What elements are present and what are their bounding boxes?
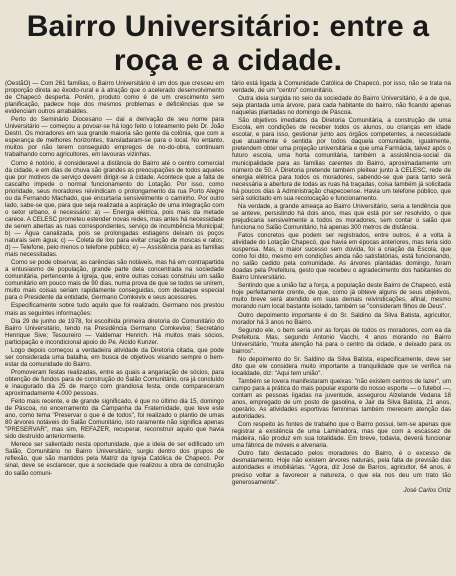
article-paragraph: Também se lovera manifestaram queixas: "não existem centros de lazer", um campo para a prática do mais popular esporte do nosso esporte — o futebol —, contam as pessoas ligadas na juventude, assegurou Alzelande Vedana 18 anos, empregado de um posto de gasolina, e Jair da Silva Batista, 21 anos, operário. As atividades esportivas femininas também merecem atenção das autoridades. <box>232 377 451 421</box>
left-column <box>5 80 224 572</box>
article-paragraph: Dia 29 de junho de 1978, foi escolhida primeira diretoria do Comunitário do Bairro Universitário, tendo na Presidência Germano Comkevixe; Secretário Henrique Sive; Tesoureiro — Valdemar Henrich. Há muitos mais sócios, participação e incondicional apoio do Pe. Alcido Kunzer. <box>5 317 224 346</box>
article-paragraph: Feito mais recente, e de grande significado, é que no último dia 15, domingo de Páscoa, no encerramento da Campanha da Fraternidade, que teve este ano, como tema "Preservar o que é de todos", foi realizado o plantio de umas 80 árvores notáveis do Salão Comunitário, isto raramente não significa apenas "PRESERVAR", mas sim, REFAZER, recuperar, reconstruir aquilo que havia sido destruído anteriormente. <box>5 398 224 441</box>
article-paragraph: (OestãO) — Com 261 famílias, o Bairro Universitário é um dos que cresceu em proporção direta ao êxodo-rural e à atração que o acelerado desenvolvimento de Chapecó desperta. Porém, produto como é de um crescimento sem planificação, padece hoje dos mesmos problemas e deficiências que se evidenciam outros arrabaldes. <box>5 80 224 116</box>
article-paragraph: São objetivos imediatos da Diretoria Comunitária, a construção de uma Escola, em condições de receber todos os alunos, ou crianças em idade escolar, e para isso, gestionar junto aos órgãos competentes, a necessidade que atualmente é sentida por todos daquela comunidade, igualmente, pretendem obter uma projeção universitária e que uma Farmácia, talvez após o futuro escola, uma horta comunitária, também a assistência-social da municipalidade para as famílias carentes do Bairro, aproximadamente um número de 50. A Diretoria pretende também pleitear junto à CELESC, rede de energia elétrica para todos os moradores, sabendo-se que para tanto será necessária a abertura de todas as ruas há traçadas, coisa também já solicitada há poucos dias à Administração chapecoense. Havia um telefone público, que será solicitado em sua recolocação e funcionamento. <box>232 117 451 202</box>
article-paragraph: Segundo ele, o bem seria unir as forças de todos os moradores, com ea da Prefeitura. Mas, segundo Antonio Vacchi, 4 anos morando no Bairro Universitário, "muita atenção há para o centro da cidade, e deixado para os bairros". <box>232 326 451 355</box>
article-paragraph: Fatos concretos que podem ser registrados, entre outros, é a volta à atividade do Lotação Chapecó, que havia em épocas anteriores, mas teria sido suspensa. Mas, o maior sucesso sem dúvida, foi a criação da Escola, que como foi dito, mesmo em condições ainda não satisfatórias, está funcionando, no salão cedido pela comunidade. As árvores plantadas domingo, foram doadas pela Prefeitura, gesto que recebeu o agradecimento dos habitantes do Bairro Universitário. <box>232 231 451 282</box>
article-paragraph: Promoveram festas realizadas, entre as quais a angariação de sócios, para obtenção de fundos para de construção do Salão Comunitário, ora já concluído e inaugurado dia 25 de março com grandiosa festa, onde compareceram aproximadamente 4.000 pessoas. <box>5 368 224 398</box>
article-paragraph: Perto do Seminário Diocesano — daí a derivação de seu nome para Universitário — começou a povoar-se há logo feito o loteamento pelo Dr. João Destri. Os moradores em sua grande maioria são gente da colônia, que com a esperança de melhores horizontes, transladaram-se para o local. No entanto, muitos por não terem conseguido empregos de no-do-obra, continuam trabalhando como agricultores, em lavouras vizinhas. <box>5 116 224 159</box>
headline <box>0 0 456 78</box>
article-paragraph: Outra ideia surgida no seio da sociedade do Bairro Universitário, é a de que, seja plantada uma árvore, para cada habitante do bairro, não ficando apenas naquelas plantadas no domingo de Páscoa. <box>232 95 451 117</box>
article-paragraph: Outro fato destacado pelos moradores do Bairro, é o excesso de desmatamento. Hoje não existem árvores naturais, pela falta de previsão das autoridades e imobiliárias. "Agora, diz José de Barros, agricultor, 64 anos, é preciso voltar a favorecer a natureza, o que ela nos deu um trato tão generosamente". <box>232 450 451 486</box>
article-paragraph: Outro depoimento importante é do Sr. Saldino da Silva Batista, agricultor, morador há 3 anos no Bairro. <box>232 311 451 326</box>
article-paragraph: Logo depois começou a verdadeira atividade da Diretoria citada, que pode ser considerada uma batalha, em busca de objetivos visando sempre o bem-estar da comunidade do Bairro. <box>5 346 224 368</box>
article-paragraph: Como é notório, é consideravel a distância do Bairro até o centro comercial da cidade, e em dias de chuva são grandes as preocupações de todos aqueles que por motivos de serviço devem dirigir-se à cidade. Acontece que a falta de cascalho impede o normal funcionamento do Lotação. Por isso, como prioridade, seus moradores reivindicam o prolongamento da rua Porto Alegre ou da Fernando Machado, que encurtaria sensivelmente o caminho. Por outro lado, sabe-se que, para que seja realizada a aspiração de uma integração com o setor urbano, é necessário: a) — Energia elétrica, pois mais da metade carece. A CELESC prometeu estender novas redes, mas antes há necessidade de serem abertas as ruas correspondentes, serviço de incumbência Municipal; b) — Água canalizada, pois se prolongadas estiagens deixam os poços naturais sem água; c) — Coleta de lixo para evitar criação de moscas e ratos; d) — Telefone, pelo menos o telefone público; e) — Assistência para as famílias mais necessitadas. <box>5 159 224 259</box>
article-paragraph: No depoimento do Sr. Saldino da Silva Batista, especificamente, deve ser dito que ele considera muito importante a tranquilidade que se verifica na localidade, diz: "Aqui tem união". <box>232 355 451 377</box>
article-body <box>5 80 451 572</box>
article-paragraph: Sentindo que a união faz a força, a população deste Bairro de Chapecó, está hoje perfeitamente crente, de que, como já obteve alguns de seus objetivos, muito breve será atendido em suas demais reivindicações, afinal, mesmo morando num local bastante isolado, também se "consideram filhos de Deus". <box>232 282 451 311</box>
right-column <box>232 80 451 572</box>
headline-line-2: roça e a cidade. <box>113 44 343 77</box>
headline-line-1: Bairro Universitário: entre a <box>26 10 430 43</box>
author-signature: José Carlos Ortiz <box>403 486 451 494</box>
article-paragraph: Na verdade, a grande ameaça ao Bairro Universitário, seria a tendência que se anteve, persistindo há dois anos, mas que está por ser resolvido, o que prejudicaria sensivelmente a todos os moradores, sem contar o salão que funciona no Salão Comunitário, há apenas 300 metros de distância. <box>232 202 451 231</box>
article-paragraph: tário está ligada à Comunidade Católica de Chapecó, por isso, não se trata na verdade, de um "centro" comunitário. <box>232 80 451 95</box>
article-paragraph: Merece ser salientado nesta oportunidade, que a ideia de ser edificado um Salão, Comunitário no Bairro Universitário, surgiu dentro dos grupos de reflexão, que são mantidos pela Matriz da Igreja Católica de Chapecó. Por sinal, deve se esclarecer, que a sociedade que realizou a obra de construção do salão comuni- <box>5 441 224 477</box>
article-paragraph: Com respeito às fontes de trabalho que o Bairro possui, tem-se apenas que registrar a existência de uma Laminadora, mas que com a escassez de madeira, não produz em sua totalidade. Em breve, todavia, deverá funcionar uma fábrica de móveis e alvenaria. <box>232 421 451 450</box>
article-paragraph: Como se pode observar, as carências são notáveis, mas há em contrapartida a entusiasmo de população, grande parte dela concentrada na sociedade comunitária, pertencente à Igreja, que, entre outras coisas construiu um salão comunitário em pouco mais de 90 dias, numa prova de que se todos se unirem, muito mais coisas seriam rapidamente conseguidas, com destaque especial para o Presidente da entidade, Germano Comkevix e seus acessores. <box>5 259 224 302</box>
article-paragraph: Especificamente sobre tudo aquilo que foi realizado, Germano nos prestou mais as seguintes informações: <box>5 302 224 317</box>
